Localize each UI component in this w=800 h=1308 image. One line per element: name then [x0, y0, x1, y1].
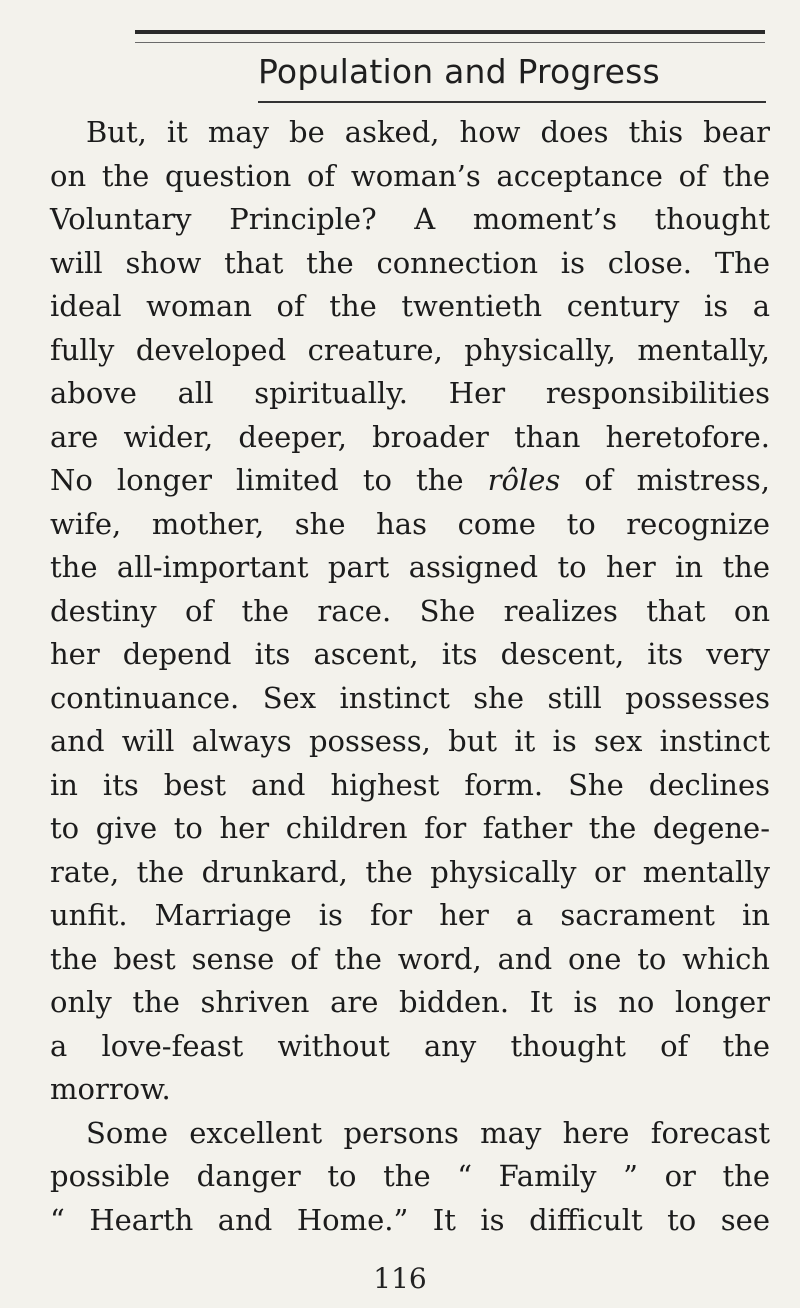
- text-line: possible danger to the “ Family ” or the: [50, 1159, 770, 1193]
- text-line: Voluntary Principle? A moment’s thought: [50, 202, 770, 236]
- text-line: Some excellent persons may here forecast: [86, 1115, 770, 1150]
- text-line: on the question of woman’s acceptance of the: [50, 158, 770, 193]
- text-line: will show that the connection is close. The: [50, 245, 770, 280]
- running-head-rule: [258, 101, 766, 103]
- body-text: [50, 111, 770, 1242]
- text-line: in its best and highest form. She declines: [50, 767, 770, 802]
- text-line: ideal woman of the twentieth century is a: [50, 289, 770, 323]
- running-head: Population and Progress: [258, 52, 660, 91]
- top-rule-thin: [135, 42, 765, 43]
- text-line: are wider, deeper, broader than heretofore.: [50, 419, 770, 454]
- text-line: No longer limited to the rôles of mistress,: [50, 463, 770, 497]
- text-line: fully developed creature, physically, mentally,: [50, 332, 770, 367]
- text-line: the best sense of the word, and one to which: [50, 941, 770, 976]
- text-line: continuance. Sex instinct she still possesses: [50, 680, 770, 715]
- text-line: rate, the drunkard, the physically or mentally: [50, 854, 770, 889]
- text-line: But, it may be asked, how does this bear: [86, 115, 770, 149]
- top-rule: [135, 30, 765, 34]
- text-line: a love-feast without any thought of the: [50, 1028, 770, 1063]
- text-line: the all-important part assigned to her in the: [50, 550, 770, 584]
- text-line: wife, mother, she has come to recognize: [50, 506, 770, 541]
- text-line: above all spiritually. Her responsibilities: [50, 376, 770, 410]
- text-line: and will always possess, but it is sex instinct: [50, 724, 770, 758]
- text-line: unfit. Marriage is for her a sacrament in: [50, 898, 770, 932]
- text-line: morrow.: [50, 1072, 171, 1106]
- text-line: destiny of the race. She realizes that on: [50, 593, 770, 628]
- italic-word: rôles: [487, 463, 561, 497]
- text-line: only the shriven are bidden. It is no longer: [50, 985, 770, 1019]
- page-number: 116: [373, 1262, 427, 1295]
- text-line: to give to her children for father the degene-: [50, 811, 770, 845]
- text-line: her depend its ascent, its descent, its very: [50, 637, 770, 671]
- text-line: “ Hearth and Home.” It is difficult to see: [50, 1202, 770, 1237]
